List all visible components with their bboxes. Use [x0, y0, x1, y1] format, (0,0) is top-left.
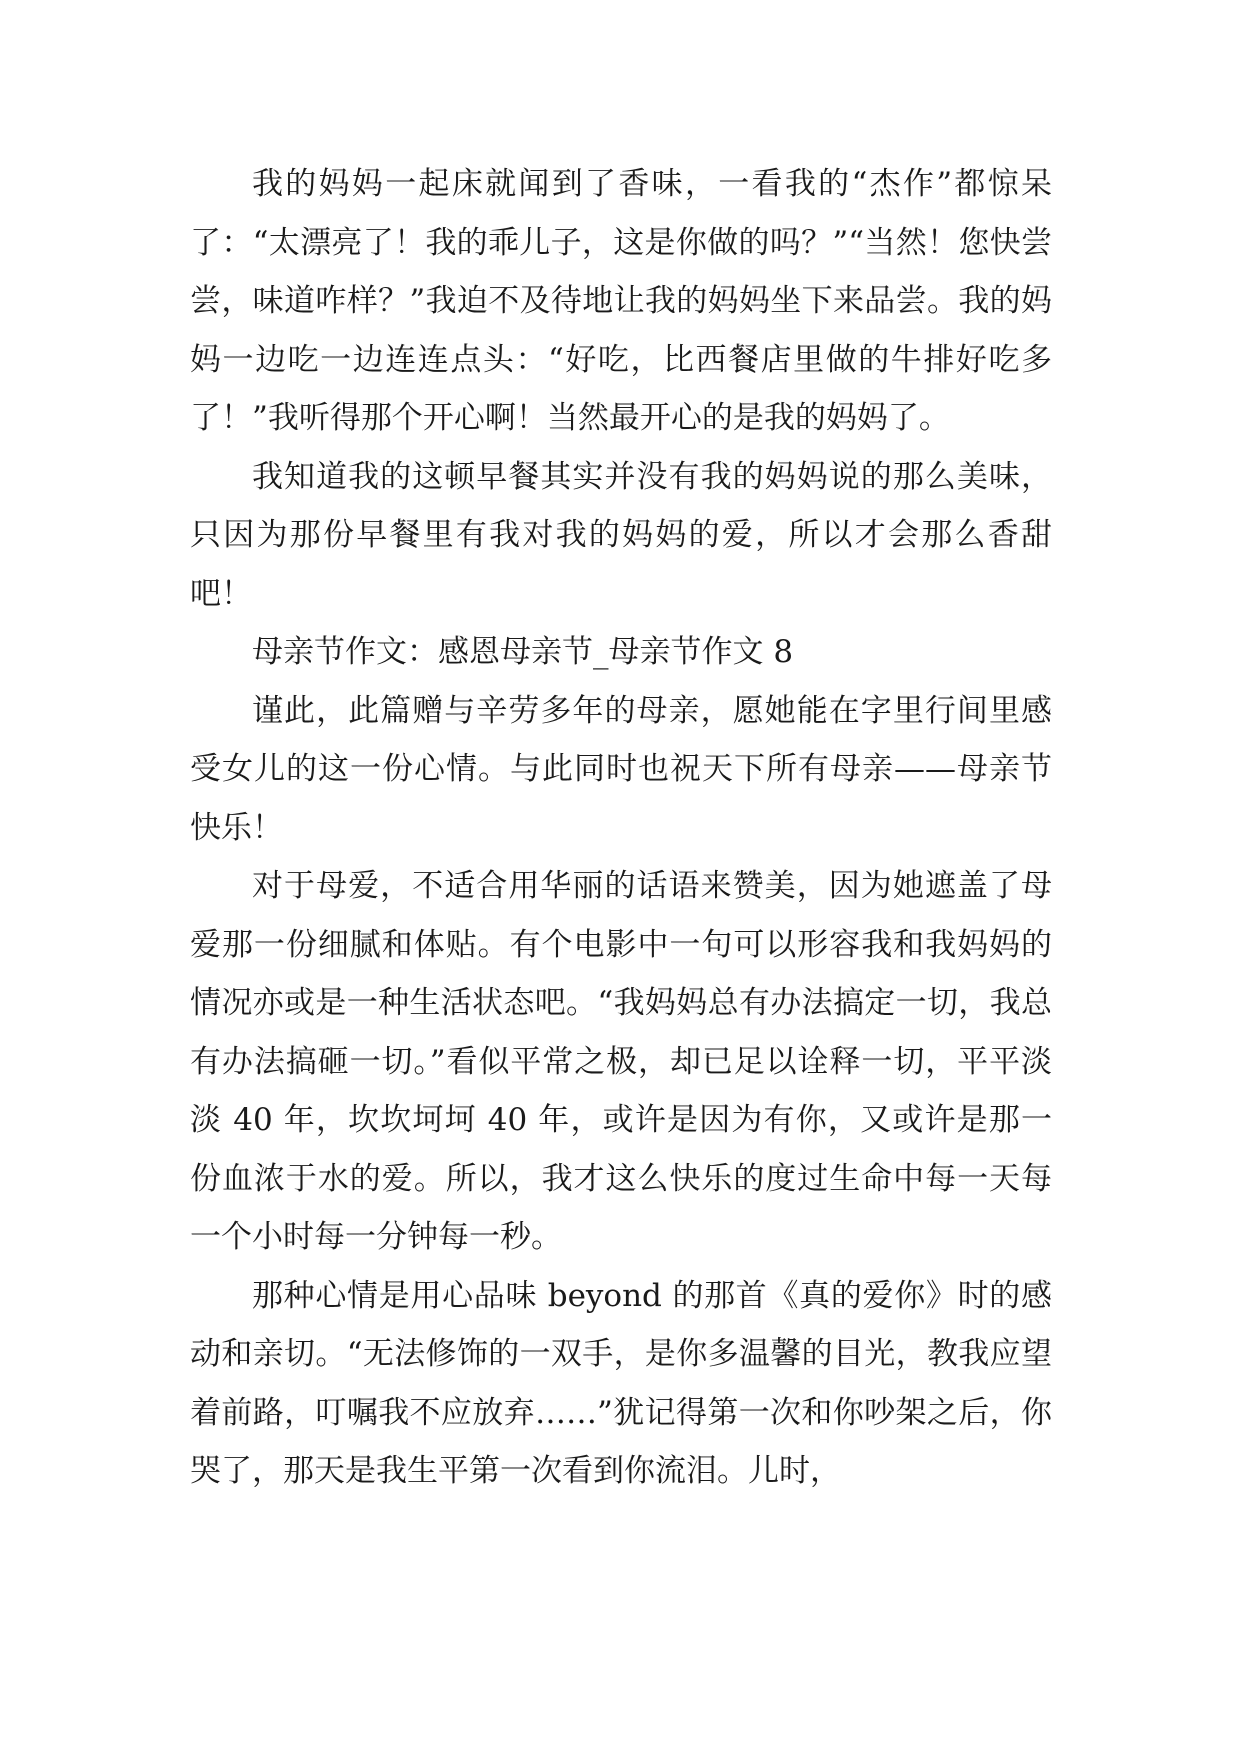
paragraph: 那种心情是用心品味 beyond 的那首《真的爱你》时的感动和亲切。“无法修饰的一双手，是你多温馨的目光，教我应望着前路，叮嘱我不应放弃……”犹记得第一次和你吵架之后，你哭了，那天是我生平第一次看到你流泪。儿时，	[190, 1277, 1052, 1489]
document-body	[190, 155, 1052, 1501]
section-heading: 母亲节作文：感恩母亲节_母亲节作文 8	[252, 634, 794, 670]
paragraph: 谨此，此篇赠与辛劳多年的母亲，愿她能在字里行间里感受女儿的这一份心情。与此同时也祝天下所有母亲——母亲节快乐！	[190, 692, 1052, 846]
paragraph: 对于母爱，不适合用华丽的话语来赞美，因为她遮盖了母爱那一份细腻和体贴。有个电影中一句可以形容我和我妈妈的情况亦或是一种生活状态吧。“我妈妈总有办法搞定一切，我总有办法搞砸一切。”看似平常之极，却已足以诠释一切，平平淡淡 40 年，坎坎坷坷 40 年，或许是因为有你，又或许是那一份血浓于水的爱。所以，我才这么快乐的度过生命中每一天每一个小时每一分钟每一秒。	[190, 868, 1052, 1255]
paragraph: 我的妈妈一起床就闻到了香味，一看我的“杰作”都惊呆了：“太漂亮了！我的乖儿子，这是你做的吗？”“当然！您快尝尝，味道咋样？”我迫不及待地让我的妈妈坐下来品尝。我的妈妈一边吃一边连连点头：“好吃，比西餐店里做的牛排好吃多了！”我听得那个开心啊！当然最开心的是我的妈妈了。	[190, 166, 1052, 436]
paragraph: 我知道我的这顿早餐其实并没有我的妈妈说的那么美味，只因为那份早餐里有我对我的妈妈的爱，所以才会那么香甜吧！	[190, 458, 1052, 612]
